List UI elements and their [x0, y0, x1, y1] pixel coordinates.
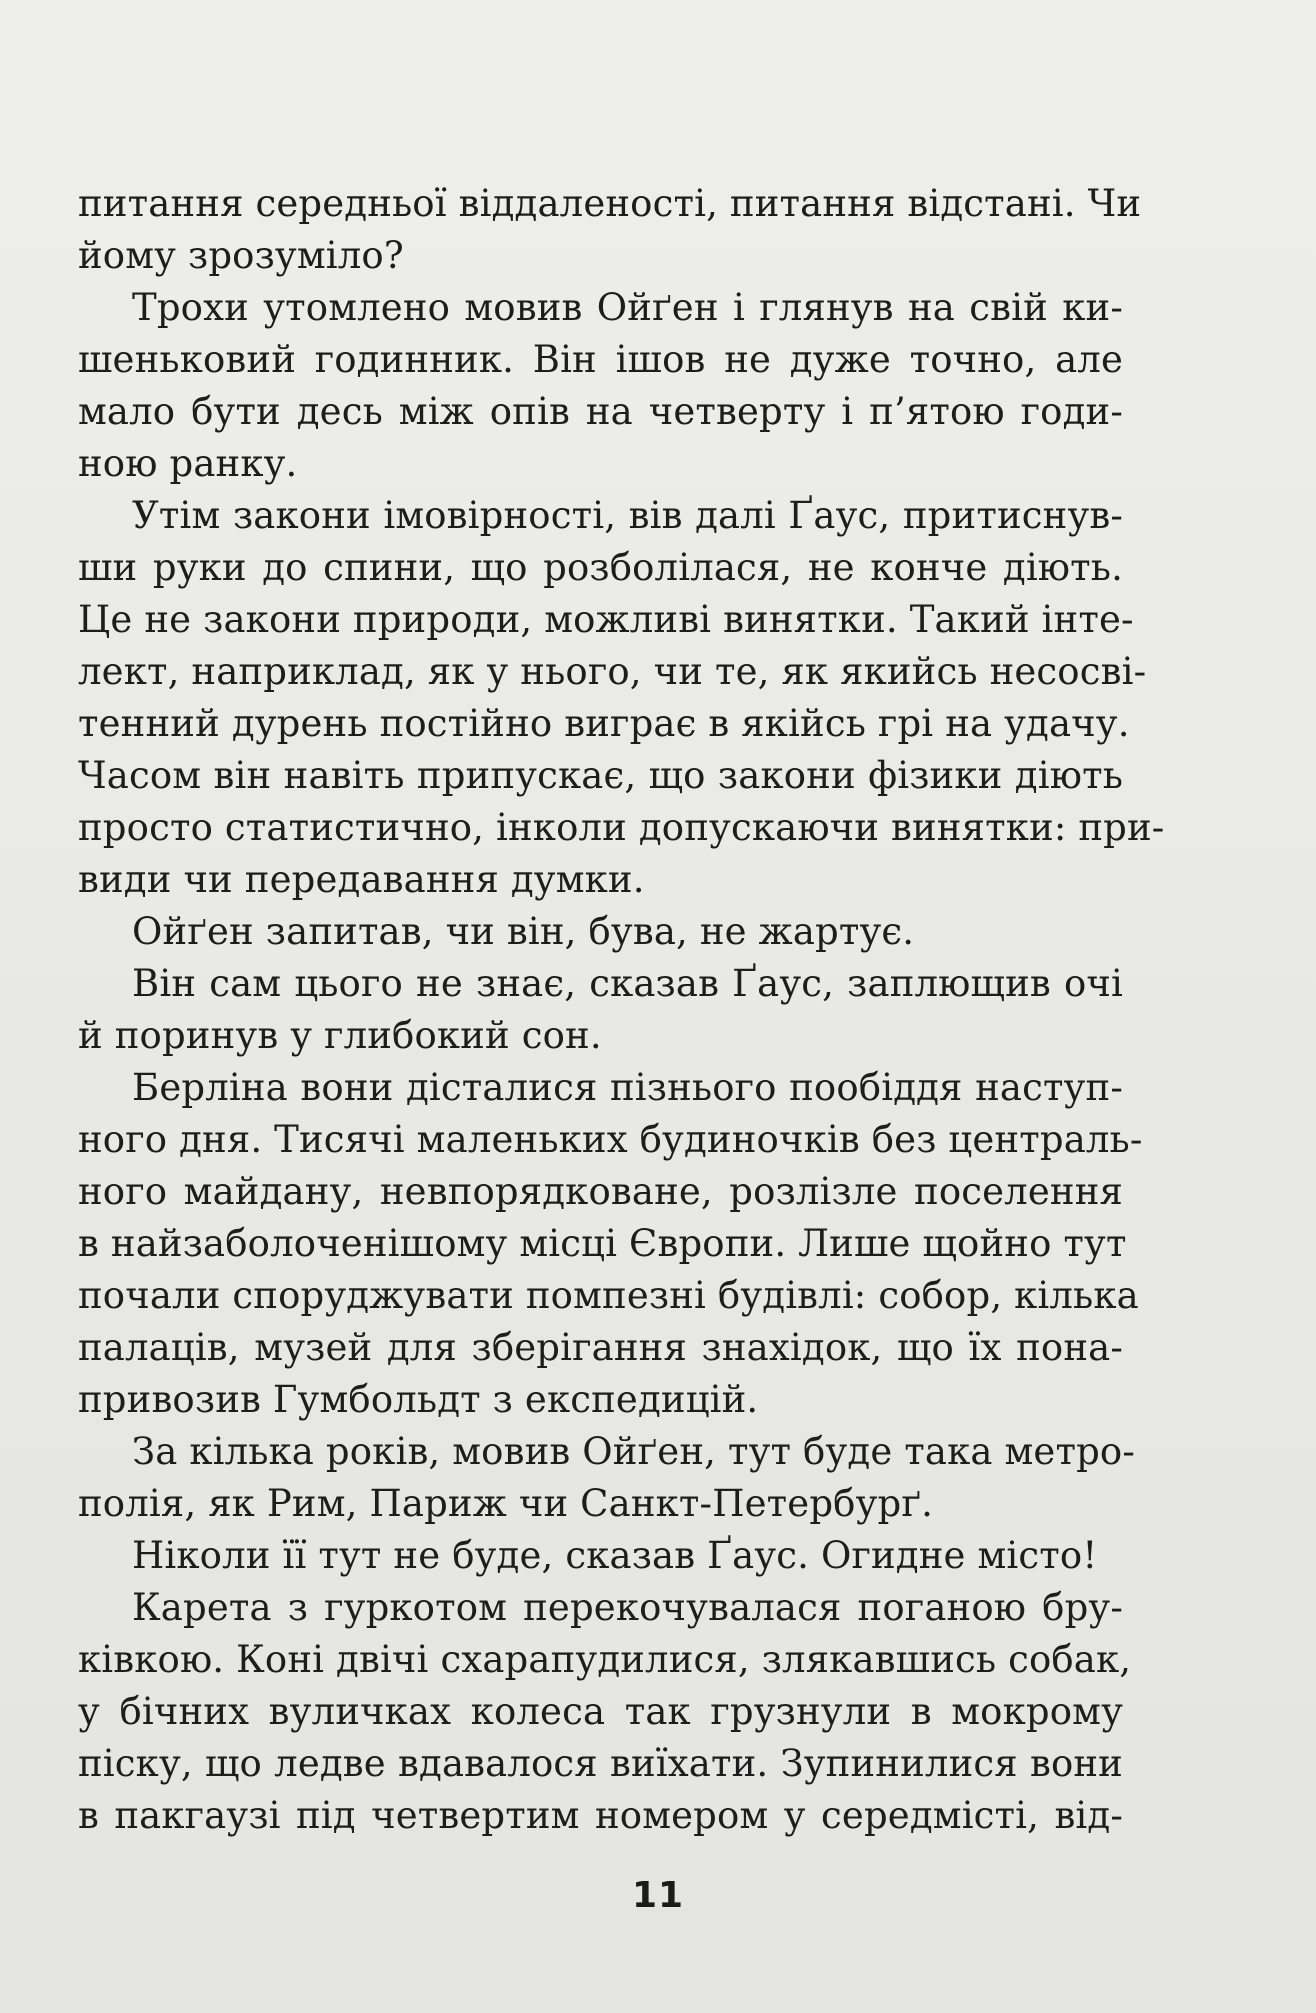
text-line: ною ранку. [78, 442, 298, 485]
page-number: 11 [631, 1875, 685, 1916]
text-line: Ойґен запитав, чи він, бува, не жартує. [132, 910, 915, 953]
text-line: шеньковий годинник. Він ішов не дуже точно, але [78, 338, 1123, 381]
text-line: просто статистично, інколи допускаючи винятки: при- [78, 806, 1165, 849]
text-line: Часом він навіть припускає, що закони фізики діють [78, 754, 1123, 797]
text-line: піску, що ледве вдавалося виїхати. Зупинилися вони [78, 1742, 1123, 1785]
text-line: палаців, музей для зберігання знахідок, що їх пона- [78, 1326, 1123, 1369]
text-line: ківкою. Коні двічі схарапудилися, злякавшись собак, [78, 1638, 1132, 1681]
text-line: За кілька років, мовив Ойґен, тут буде така метро- [132, 1430, 1136, 1473]
text-line: питання середньої віддаленості, питання відстані. Чи [78, 182, 1142, 225]
text-line: ного дня. Тисячі маленьких будиночків без централь- [78, 1118, 1143, 1161]
body-text [78, 178, 1165, 1842]
text-line: полія, як Рим, Париж чи Санкт-Петербурґ. [78, 1482, 933, 1525]
text-line: види чи передавання думки. [78, 858, 645, 901]
text-line: Трохи утомлено мовив Ойґен і глянув на свій ки- [132, 286, 1123, 329]
text-line: мало бути десь між опів на четверту і п’ятою годи- [78, 390, 1123, 433]
text-line: Утім закони імовірності, вів далі Ґаус, притиснув- [132, 494, 1123, 537]
text-line: Карета з гуркотом перекочувалася поганою бру- [132, 1586, 1123, 1629]
text-line: й поринув у глибокий сон. [78, 1014, 602, 1057]
text-line: в найзаболоченішому місці Європи. Лише щойно тут [78, 1222, 1127, 1265]
text-line: Ніколи її тут не буде, сказав Ґаус. Огидне місто! [132, 1534, 1098, 1577]
text-line: Берліна вони дісталися пізнього пообіддя наступ- [132, 1066, 1123, 1109]
text-line: в пакгаузі під четвертим номером у середмісті, від- [78, 1794, 1123, 1837]
text-line: ши руки до спини, що розболілася, не конче діють. [78, 546, 1123, 589]
text-line: Це не закони природи, можливі винятки. Такий інте- [78, 598, 1134, 641]
text-line: у бічних вуличках колеса так грузнули в мокрому [78, 1690, 1123, 1733]
text-line: почали споруджувати помпезні будівлі: собор, кілька [78, 1274, 1139, 1317]
text-line: тенний дурень постійно виграє в якійсь грі на удачу. [78, 702, 1130, 745]
text-line: йому зрозуміло? [78, 234, 404, 277]
text-line: лект, наприклад, як у нього, чи те, як якийсь несосві- [78, 650, 1147, 693]
text-line: ного майдану, невпорядковане, розлізле поселення [78, 1170, 1123, 1213]
text-line: привозив Гумбольдт з експедицій. [78, 1378, 759, 1421]
text-line: Він сам цього не знає, сказав Ґаус, заплющив очі [132, 962, 1123, 1005]
